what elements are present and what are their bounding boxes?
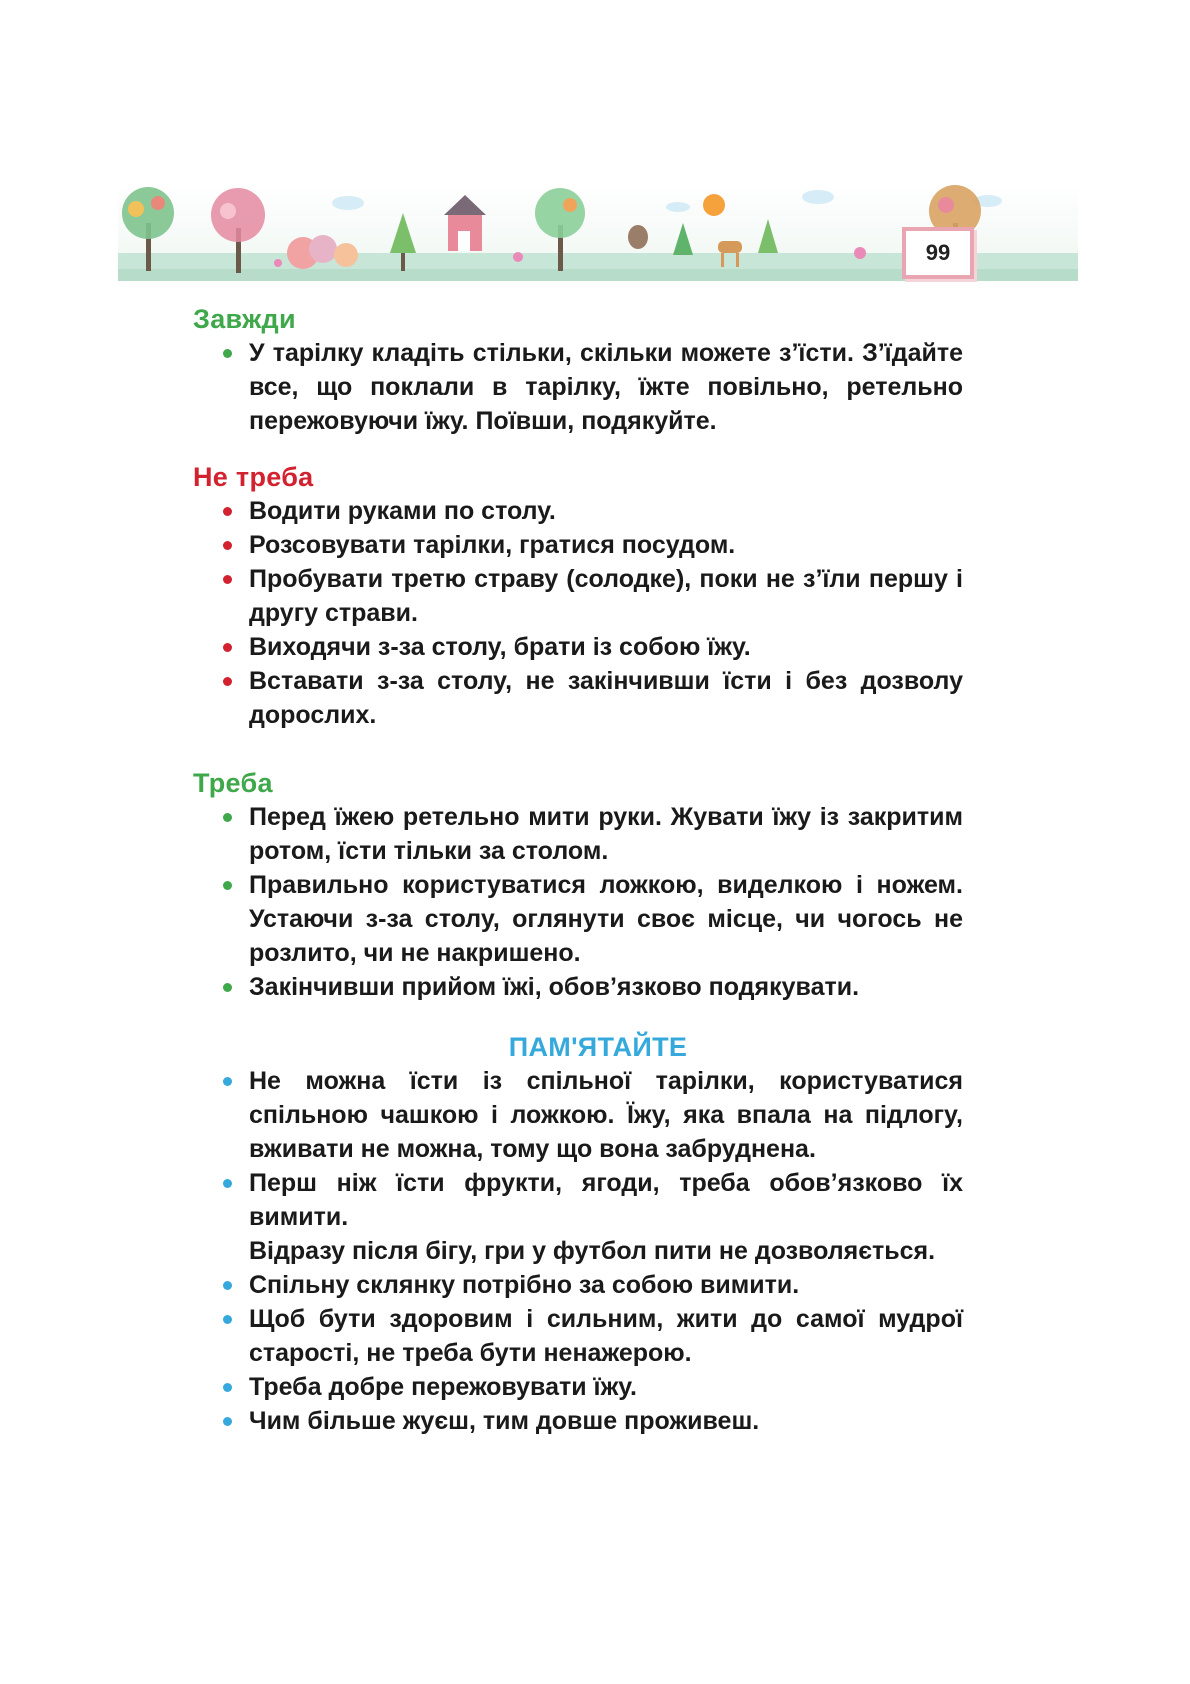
bullet-icon [223, 507, 232, 516]
bullet-icon [223, 643, 232, 652]
list-item: Пробувати третю страву (солодке), поки не з’їли першу і другу страви. [249, 562, 963, 630]
list-item: Вставати з-за столу, не закінчивши їсти і без дозволу дорослих. [249, 664, 963, 732]
list-item: Перед їжею ретельно мити руки. Жувати їжу із закритим ротом, їсти тільки за столом. [249, 800, 963, 868]
list-must [193, 800, 963, 1004]
list-item: Спільну склянку потрібно за собою вимити. [249, 1268, 963, 1302]
bullet-icon [223, 1077, 232, 1086]
list-item: Треба добре пережовувати їжу. [249, 1370, 963, 1404]
bullet-icon [223, 575, 232, 584]
bullet-icon [223, 349, 232, 358]
list-item: Чим більше жуєш, тим довше проживеш. [249, 1404, 963, 1438]
list-item: Щоб бути здоровим і сильним, жити до самої мудрої старості, не треба бути ненажерою. [249, 1302, 963, 1370]
bullet-icon [223, 1179, 232, 1188]
list-item: Правильно користуватися ложкою, виделкою і ножем. Устаючи з-за столу, оглянути своє місце, чи чогось не розлито, чи не накришено. [249, 868, 963, 970]
section-heading-always: Завжди [193, 304, 296, 334]
bullet-icon [223, 541, 232, 550]
list-remember [193, 1064, 963, 1438]
page-number: 99 [925, 240, 951, 265]
list-item: Водити руками по столу. [249, 494, 963, 528]
bullet-icon [223, 677, 232, 686]
bullet-icon [223, 813, 232, 822]
bullet-icon [223, 1281, 232, 1290]
list-dont [193, 494, 963, 732]
page-content [193, 302, 963, 1438]
list-always [193, 336, 963, 438]
section-heading-dont: Не треба [193, 462, 314, 492]
list-item: Закінчивши прийом їжі, обов’язково подякувати. [249, 970, 963, 1004]
bullet-icon [223, 1383, 232, 1392]
bullet-icon [223, 1315, 232, 1324]
page-number-box [902, 227, 974, 279]
list-item: Перш ніж їсти фрукти, ягоди, треба обов’язково їх вимити. Відразу після бігу, гри у футбол пити не дозволяється. [249, 1166, 963, 1268]
list-item: У тарілку кладіть стільки, скільки можете з’їсти. З’їдайте все, що поклали в тарілку, їжте повільно, ретельно пережовуючи їжу. Поївши, подякуйте. [249, 336, 963, 438]
bullet-icon [223, 881, 232, 890]
section-heading-must: Треба [193, 768, 273, 798]
list-item: Виходячи з-за столу, брати із собою їжу. [249, 630, 963, 664]
section-heading-remember: ПАМ'ЯТАЙТЕ [508, 1032, 688, 1062]
owl-icon [628, 225, 648, 249]
list-item: Розсовувати тарілки, гратися посудом. [249, 528, 963, 562]
list-item: Не можна їсти із спільної тарілки, користуватися спільною чашкою і ложкою. Їжу, яка впала на підлогу, вживати не можна, тому що вона забруднена. [249, 1064, 963, 1166]
note-text: Відразу після бігу, гри у футбол пити не дозволяється. [249, 1237, 936, 1265]
bullet-icon [223, 983, 232, 992]
bullet-icon [223, 1417, 232, 1426]
